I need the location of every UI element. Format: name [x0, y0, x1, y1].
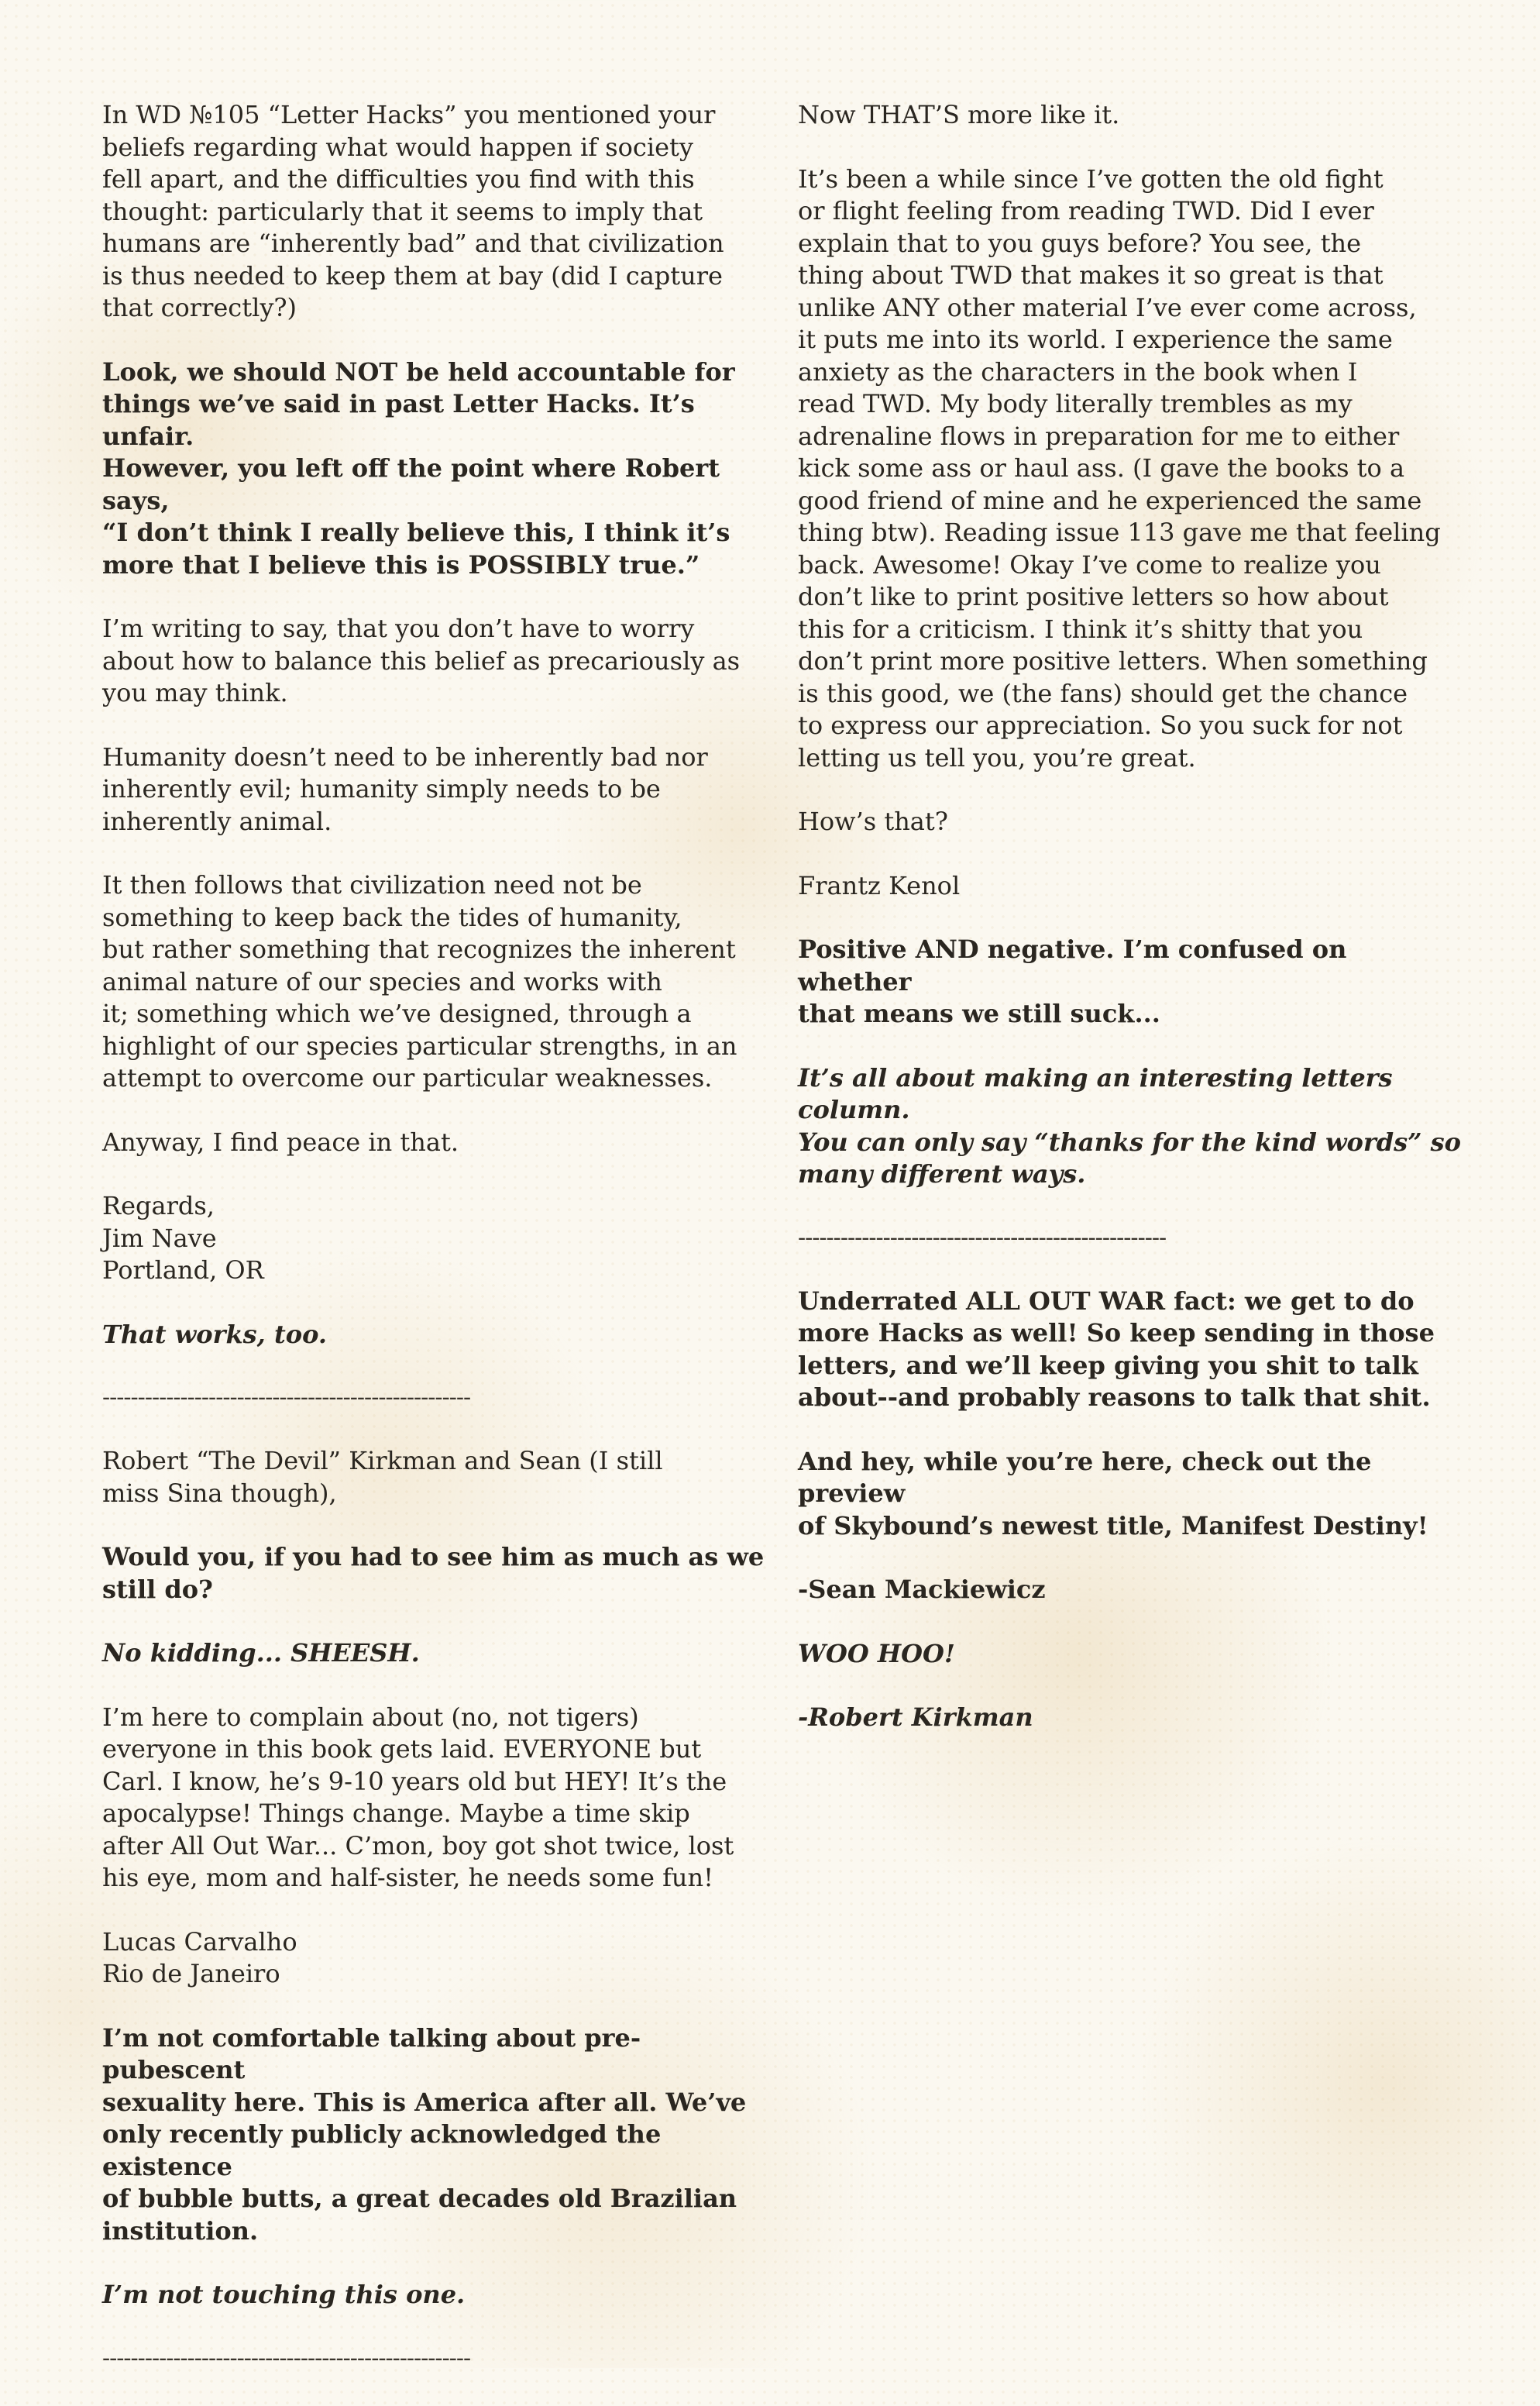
letter-paragraph: It then follows that civilization need not be something to keep back the tides of humanity, but rather something that recognizes the inherent animal nature of our species and works with it; something which we’ve designed, through a highlight of our species particular strengths, in an attempt to overcome our particular weaknesses.	[102, 870, 737, 1093]
reply-paragraph: Would you, if you had to see him as much as we still do?	[102, 1542, 765, 1604]
letter-paragraph: I’m writing to say, that you don’t have to worry about how to balance this belief as precariously as you may think.	[102, 614, 741, 707]
letter-paragraph: Anyway, I find peace in that.	[102, 1127, 459, 1157]
reply-italic-paragraph: WOO HOO!	[798, 1638, 955, 1668]
letter-paragraph: Humanity doesn’t need to be inherently bad nor inherently evil; humanity simply needs to be inherently animal.	[102, 742, 708, 836]
reply-paragraph: And hey, while you’re here, check out the preview of Skybound’s newest title, Manifest Destiny!	[798, 1446, 1428, 1540]
reply-italic-paragraph: It’s all about making an interesting letters column. You can only say “thanks for the kind words” so many different ways.	[798, 1062, 1462, 1189]
letter-paragraph: It’s been a while since I’ve gotten the old fight or flight feeling from reading TWD. Did I ever explain that to you guys before? You see, the thing about TWD that makes it so great is that unlike ANY other material I’ve ever come across, it puts me into its world. I experience the same anxiety as the characters in the book when I read TWD. My body literally trembles as my adrenaline flows in preparation for me to either kick some ass or haul ass. (I gave the books to a good friend of mine and he experienced the same thing btw). Reading issue 113 gave me that feeling back. Awesome! Okay I’ve come to realize you don’t like to print positive letters so how about this for a criticism. I think it’s shitty that you don’t print more positive letters. When something is this good, we (the fans) should get the chance to express our appreciation. So you suck for not letting us tell you, you’re great.	[798, 163, 1441, 773]
letter-paragraph: How’s that?	[798, 807, 948, 836]
reply-italic-paragraph: No kidding... SHEESH.	[102, 1638, 420, 1668]
left-column	[102, 99, 768, 2406]
editor-signature: -Robert Kirkman	[798, 1702, 1033, 1732]
editor-signature: -Sean Mackiewicz	[798, 1575, 1046, 1604]
letter-paragraph: I’m here to complain about (no, not tigers) everyone in this book gets laid. EVERYONE but Carl. I know, he’s 9-10 years old but HEY! It’s the apocalypse! Things change. Maybe a time skip after All Out War... C’mon, boy got shot twice, lost his eye, mom and half-sister, he needs some fun!	[102, 1702, 734, 1892]
reply-paragraph: Look, we should NOT be held accountable for things we’ve said in past Letter Hacks. It’s unfair. However, you left off the point where Robert says, “I don’t think I really believe this, I think it’s more that I believe this is POSSIBLY true.”	[102, 356, 735, 580]
reply-italic-paragraph: I’m not touching this one.	[102, 2280, 466, 2309]
reply-paragraph: Positive AND negative. I’m confused on whether that means we still suck...	[798, 935, 1347, 1028]
section-divider: ----------------------------------------------------	[102, 2344, 471, 2372]
letter-signature: Regards, Jim Nave Portland, OR	[102, 1191, 264, 1285]
letter-signature: Lucas Carvalho Rio de Janeiro	[102, 1926, 297, 1988]
letter-signature: Frantz Kenol	[798, 870, 961, 900]
section-divider: ----------------------------------------------------	[102, 1384, 471, 1411]
letter-salutation: Robert “The Devil” Kirkman and Sean (I still miss Sina though),	[102, 1446, 663, 1508]
section-divider: ----------------------------------------------------	[798, 1224, 1167, 1251]
reply-paragraph: Underrated ALL OUT WAR fact: we get to do more Hacks as well! So keep sending in those letters, and we’ll keep giving you shit to talk about--and probably reasons to talk that shit.	[798, 1286, 1435, 1412]
letter-paragraph: Now THAT’S more like it.	[798, 100, 1120, 129]
right-column	[798, 99, 1464, 1766]
reply-paragraph: I’m not comfortable talking about pre-pubescent sexuality here. This is America after all. We’ve only recently publicly acknowledged the existence of bubble butts, a great decades old Brazilian institution.	[102, 2022, 747, 2246]
letter-paragraph: In WD №105 “Letter Hacks” you mentioned your beliefs regarding what would happen if society fell apart, and the difficulties you find with this thought: particularly that it seems to imply that humans are “inherently bad” and that civilization is thus needed to keep them at bay (did I capture that correctly?)	[102, 100, 724, 322]
reply-italic-paragraph: That works, too.	[102, 1319, 327, 1349]
